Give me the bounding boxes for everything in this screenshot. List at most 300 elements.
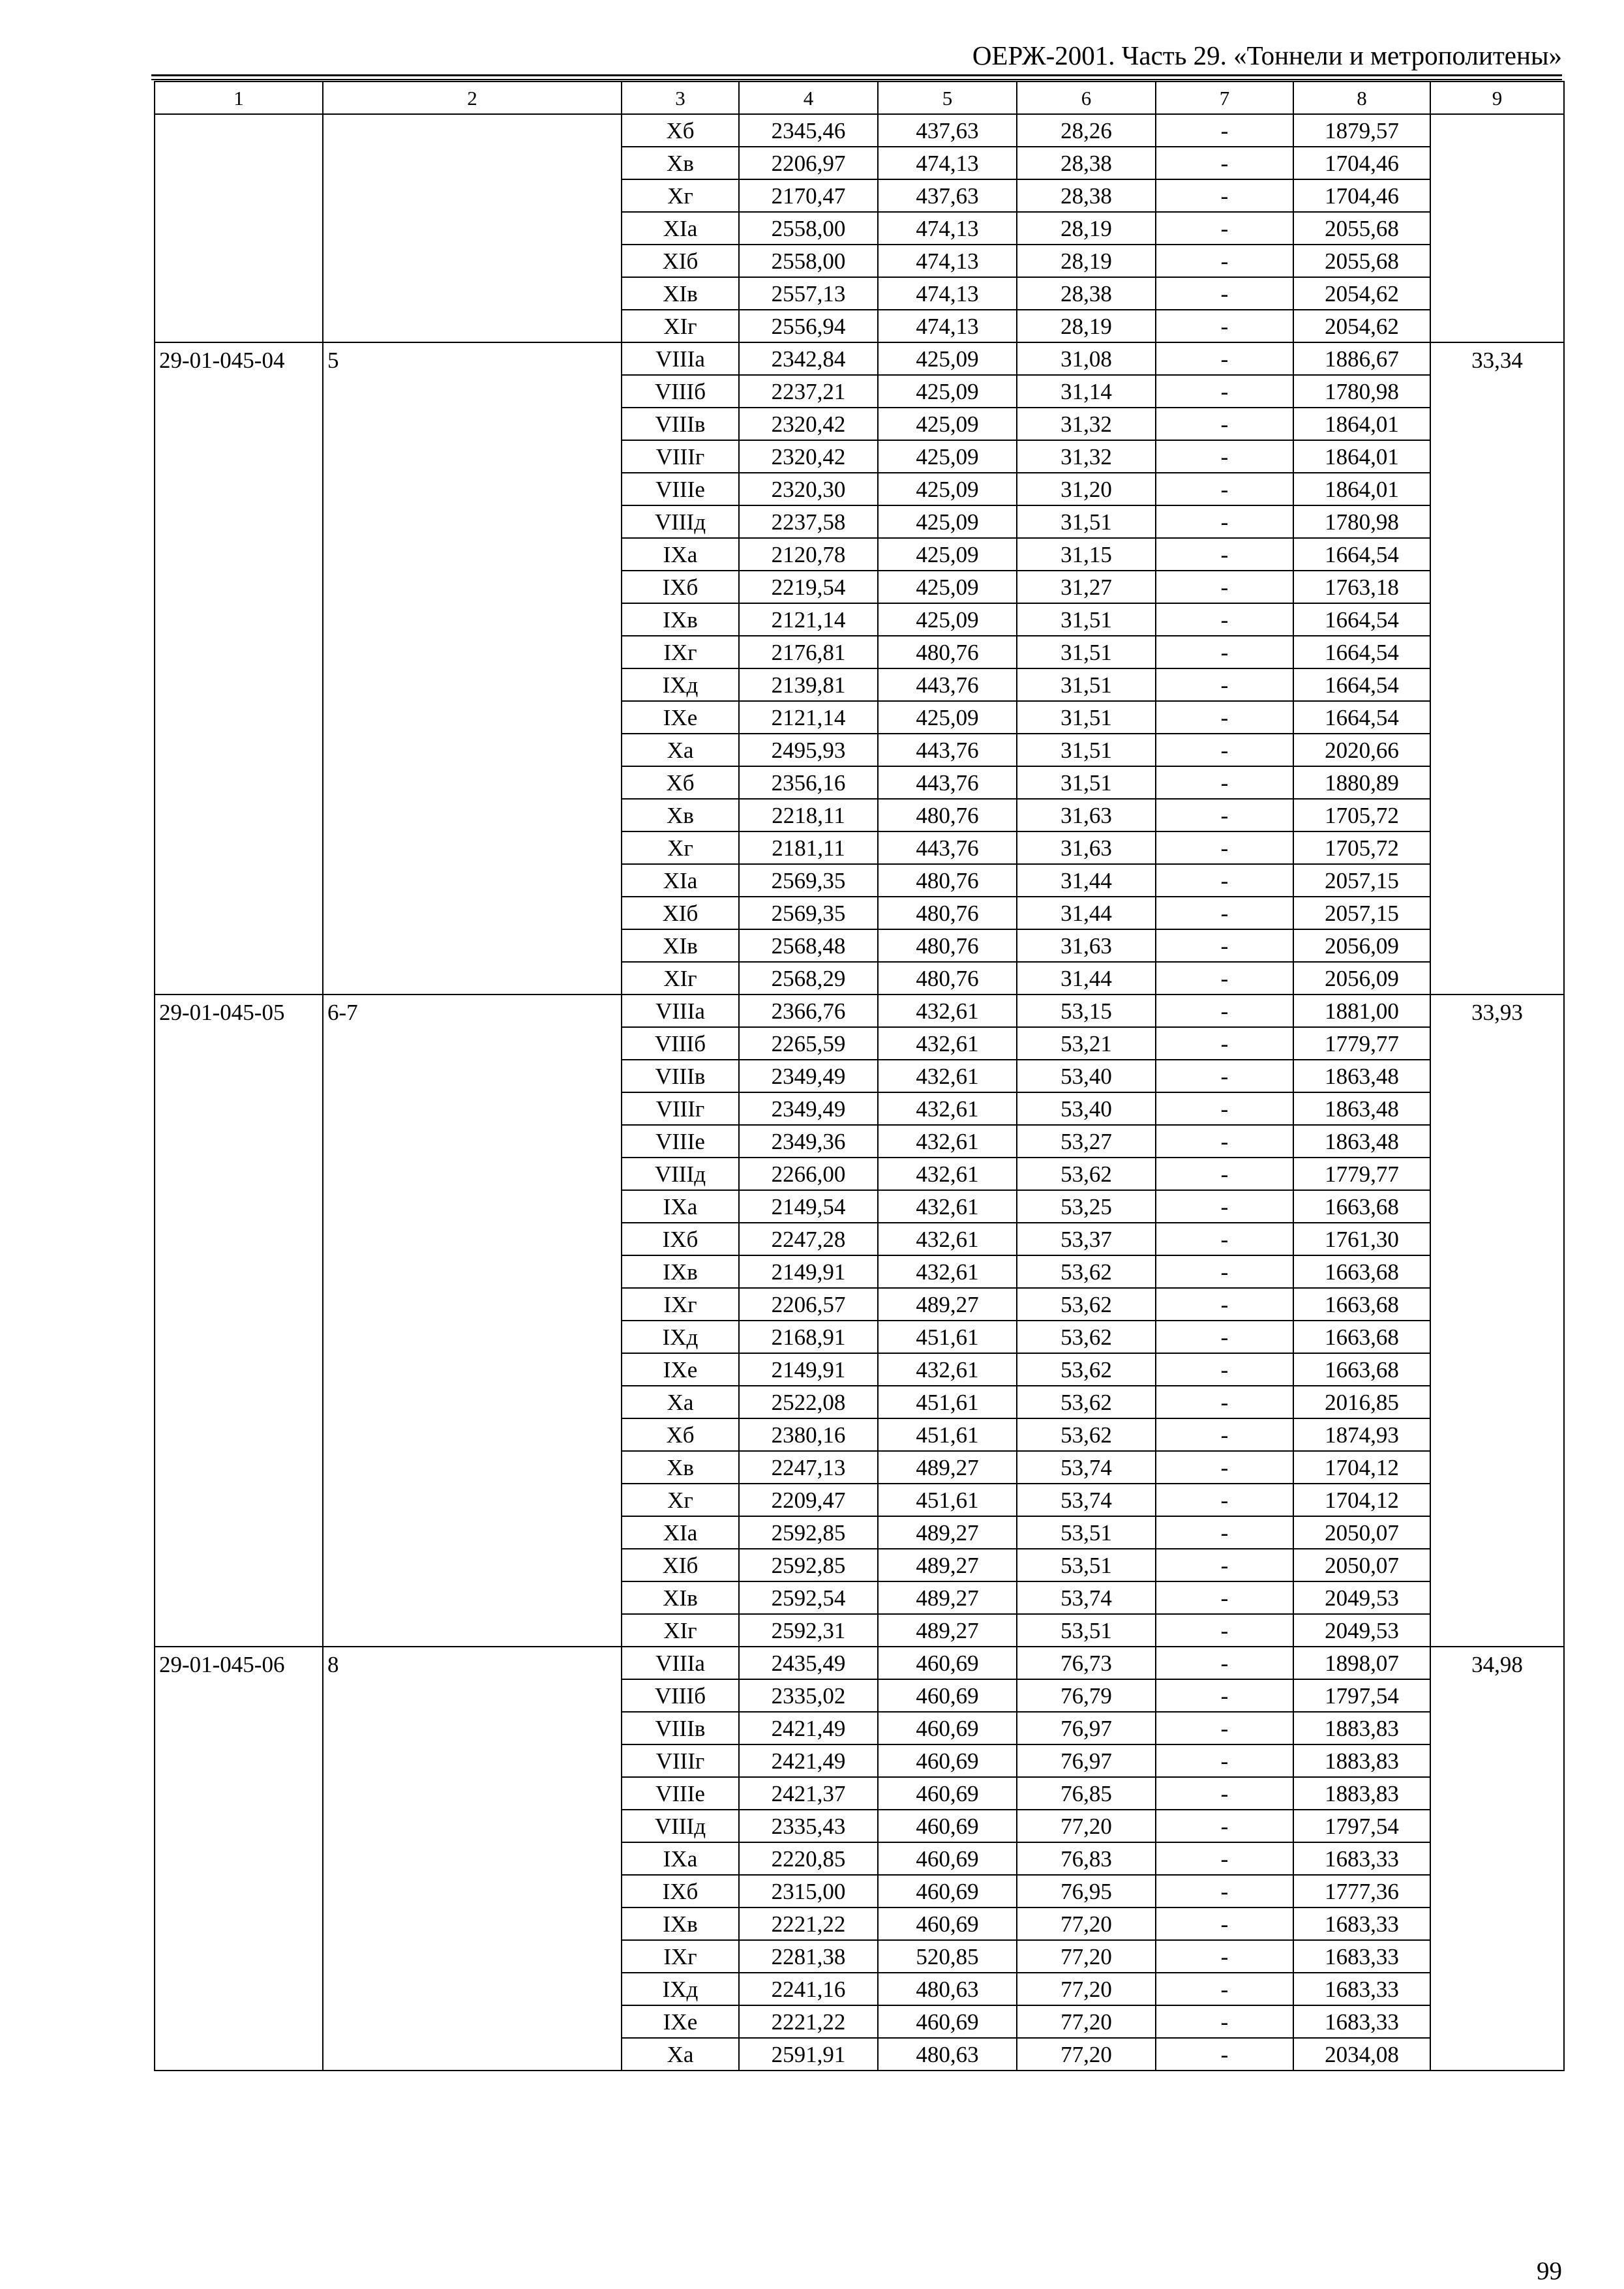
table-cell: 53,62 [1017,1386,1156,1418]
group-param-cell: 5 [323,342,622,995]
table-cell: 425,09 [878,538,1017,571]
table-cell: - [1156,1386,1293,1418]
table-cell: IXб [622,571,739,603]
table-cell: 474,13 [878,147,1017,179]
table-cell: 460,69 [878,1744,1017,1777]
table-cell: 432,61 [878,1223,1017,1255]
table-cell: VIIIв [622,408,739,440]
table-cell: 53,62 [1017,1418,1156,1451]
table-cell: 480,76 [878,897,1017,929]
table-cell: 53,37 [1017,1223,1156,1255]
table-cell: 2050,07 [1293,1549,1430,1581]
table-cell: 2049,53 [1293,1581,1430,1614]
table-cell: 2241,16 [739,1973,878,2005]
table-cell: 2421,49 [739,1712,878,1744]
table-cell: - [1156,897,1293,929]
table-cell: 2237,58 [739,505,878,538]
table-cell: - [1156,1027,1293,1060]
table-cell: 520,85 [878,1940,1017,1973]
table-cell: XIг [622,310,739,342]
table-cell: 1663,68 [1293,1321,1430,1353]
rates-table-body [155,82,1564,2071]
table-cell: 1683,33 [1293,1908,1430,1940]
table-cell: Хб [622,1418,739,1451]
table-cell: 2057,15 [1293,864,1430,897]
table-cell: 2055,68 [1293,212,1430,245]
table-cell: 1664,54 [1293,603,1430,636]
rate-code-cell [155,114,323,342]
table-cell: IXв [622,1908,739,1940]
table-cell: 53,62 [1017,1353,1156,1386]
table-cell: 451,61 [878,1386,1017,1418]
table-cell: 31,44 [1017,897,1156,929]
table-cell: 1683,33 [1293,2005,1430,2038]
table-cell: 2057,15 [1293,897,1430,929]
table-cell: IXд [622,668,739,701]
table-row [155,342,1564,375]
table-cell: 76,85 [1017,1777,1156,1810]
table-cell: XIб [622,1549,739,1581]
table-cell: VIIIв [622,1712,739,1744]
table-cell: IXв [622,1255,739,1288]
table-cell: 1879,57 [1293,114,1430,147]
table-cell: - [1156,799,1293,831]
table-cell: 2349,49 [739,1092,878,1125]
table-cell: - [1156,603,1293,636]
table-cell: 2556,94 [739,310,878,342]
table-cell: 443,76 [878,734,1017,766]
table-cell: 2591,91 [739,2038,878,2071]
table-cell: - [1156,179,1293,212]
table-cell: - [1156,1712,1293,1744]
table-cell: XIа [622,212,739,245]
table-cell: 2495,93 [739,734,878,766]
table-cell: 28,19 [1017,310,1156,342]
table-cell: VIIIе [622,473,739,505]
table-cell: XIв [622,1581,739,1614]
table-cell: 2349,49 [739,1060,878,1092]
table-cell: 2335,43 [739,1810,878,1842]
table-cell: - [1156,1125,1293,1158]
table-cell: - [1156,701,1293,734]
column-header: 2 [323,82,622,114]
table-cell: 53,40 [1017,1092,1156,1125]
table-cell: 53,62 [1017,1321,1156,1353]
table-cell: 474,13 [878,245,1017,277]
table-cell: XIб [622,897,739,929]
table-cell: 1683,33 [1293,1842,1430,1875]
table-cell: 425,09 [878,408,1017,440]
table-cell: 76,95 [1017,1875,1156,1908]
table-cell: 1663,68 [1293,1190,1430,1223]
table-cell: 2247,28 [739,1223,878,1255]
table-cell: - [1156,375,1293,408]
table-cell: 1797,54 [1293,1679,1430,1712]
table-cell: 460,69 [878,1875,1017,1908]
table-cell: - [1156,1614,1293,1647]
table-cell: - [1156,1842,1293,1875]
table-cell: 2054,62 [1293,310,1430,342]
table-cell: 2206,57 [739,1288,878,1321]
table-cell: - [1156,1223,1293,1255]
table-cell: 2219,54 [739,571,878,603]
table-cell: - [1156,734,1293,766]
table-cell: 77,20 [1017,1973,1156,2005]
table-cell: - [1156,440,1293,473]
table-cell: 425,09 [878,440,1017,473]
table-cell: 480,76 [878,929,1017,962]
table-cell: 460,69 [878,1647,1017,1679]
table-cell: 2149,54 [739,1190,878,1223]
table-cell: 2170,47 [739,179,878,212]
table-cell: 31,51 [1017,701,1156,734]
table-cell: 1780,98 [1293,505,1430,538]
rate-code-cell: 29-01-045-05 [155,995,323,1647]
table-cell: Ха [622,734,739,766]
table-cell: 31,51 [1017,734,1156,766]
header-rule [151,74,1562,76]
table-cell: 2349,36 [739,1125,878,1158]
table-cell: 432,61 [878,1092,1017,1125]
total-cell [1430,114,1564,342]
total-cell: 33,34 [1430,342,1564,995]
table-cell: VIIIд [622,1810,739,1842]
table-cell: IXг [622,1940,739,1973]
table-cell: 2421,37 [739,1777,878,1810]
table-cell: VIIIв [622,1060,739,1092]
table-cell: 1663,68 [1293,1255,1430,1288]
table-cell: 2522,08 [739,1386,878,1418]
table-cell: XIа [622,864,739,897]
table-cell: 31,15 [1017,538,1156,571]
column-header: 8 [1293,82,1430,114]
table-cell: - [1156,1744,1293,1777]
table-cell: 28,38 [1017,179,1156,212]
table-cell: 460,69 [878,1842,1017,1875]
table-cell: 425,09 [878,505,1017,538]
table-cell: IXа [622,1842,739,1875]
table-cell: IXд [622,1973,739,2005]
table-row [155,1647,1564,1679]
group-param-cell: 8 [323,1647,622,2071]
column-header: 5 [878,82,1017,114]
table-cell: 28,38 [1017,147,1156,179]
table-cell: IXг [622,636,739,668]
table-cell: Хг [622,831,739,864]
table-cell: - [1156,1288,1293,1321]
column-header: 4 [739,82,878,114]
table-cell: 53,74 [1017,1451,1156,1484]
table-cell: - [1156,1973,1293,2005]
table-cell: 1864,01 [1293,440,1430,473]
group-param-cell: 6-7 [323,995,622,1647]
table-cell: 480,76 [878,636,1017,668]
table-cell: 2320,30 [739,473,878,505]
table-cell: 2557,13 [739,277,878,310]
table-cell: 53,62 [1017,1255,1156,1288]
table-cell: Хг [622,179,739,212]
table-cell: 2121,14 [739,603,878,636]
table-cell: 53,40 [1017,1060,1156,1092]
table-cell: IXд [622,1321,739,1353]
table-cell: 2315,00 [739,1875,878,1908]
table-cell: 2342,84 [739,342,878,375]
table-cell: VIIIб [622,1679,739,1712]
table-cell: - [1156,766,1293,799]
table-cell: Хв [622,1451,739,1484]
table-cell: IXб [622,1223,739,1255]
table-cell: 2281,38 [739,1940,878,1973]
table-cell: 77,20 [1017,1810,1156,1842]
table-cell: 443,76 [878,831,1017,864]
table-cell: 31,63 [1017,831,1156,864]
table-cell: 1664,54 [1293,668,1430,701]
table-cell: 76,97 [1017,1712,1156,1744]
table-cell: 2237,21 [739,375,878,408]
table-cell: - [1156,114,1293,147]
table-cell: - [1156,636,1293,668]
table-cell: XIг [622,1614,739,1647]
table-cell: 2121,14 [739,701,878,734]
table-cell: 77,20 [1017,2005,1156,2038]
table-cell: 1683,33 [1293,1940,1430,1973]
table-cell: 1664,54 [1293,701,1430,734]
table-cell: 2335,02 [739,1679,878,1712]
table-cell: - [1156,408,1293,440]
table-cell: 31,27 [1017,571,1156,603]
table-cell: 2221,22 [739,1908,878,1940]
table-cell: 451,61 [878,1484,1017,1516]
table-cell: IXа [622,538,739,571]
table-cell: - [1156,864,1293,897]
table-cell: 1864,01 [1293,408,1430,440]
table-cell: - [1156,2038,1293,2071]
table-cell: - [1156,1549,1293,1581]
table-cell: 2055,68 [1293,245,1430,277]
table-cell: 1881,00 [1293,995,1430,1027]
table-cell: 28,38 [1017,277,1156,310]
table-cell: 489,27 [878,1516,1017,1549]
table-cell: 2054,62 [1293,277,1430,310]
table-cell: 28,26 [1017,114,1156,147]
table-cell: - [1156,1679,1293,1712]
table-cell: 2206,97 [739,147,878,179]
table-cell: 2569,35 [739,864,878,897]
table-cell: 432,61 [878,1255,1017,1288]
table-cell: 443,76 [878,668,1017,701]
table-cell: 2120,78 [739,538,878,571]
table-cell: 2149,91 [739,1255,878,1288]
table-cell: 1761,30 [1293,1223,1430,1255]
table-cell: 425,09 [878,571,1017,603]
table-cell: 432,61 [878,1060,1017,1092]
table-cell: 53,51 [1017,1516,1156,1549]
table-cell: 1863,48 [1293,1092,1430,1125]
table-cell: 2247,13 [739,1451,878,1484]
table-cell: 53,51 [1017,1614,1156,1647]
table-cell: IXа [622,1190,739,1223]
table-cell: 2569,35 [739,897,878,929]
table-cell: - [1156,571,1293,603]
table-cell: 28,19 [1017,245,1156,277]
table-cell: 31,20 [1017,473,1156,505]
table-cell: 76,97 [1017,1744,1156,1777]
table-cell: 489,27 [878,1581,1017,1614]
table-cell: - [1156,1940,1293,1973]
table-cell: - [1156,2005,1293,2038]
table-cell: 28,19 [1017,212,1156,245]
table-cell: 53,62 [1017,1158,1156,1190]
table-cell: - [1156,1516,1293,1549]
table-cell: VIIIб [622,1027,739,1060]
table-cell: 480,63 [878,1973,1017,2005]
table-cell: 480,76 [878,799,1017,831]
table-cell: 425,09 [878,603,1017,636]
table-cell: XIв [622,277,739,310]
table-cell: - [1156,1190,1293,1223]
table-cell: 443,76 [878,766,1017,799]
table-cell: XIг [622,962,739,995]
table-cell: - [1156,342,1293,375]
table-cell: 2592,85 [739,1516,878,1549]
table-cell: 31,51 [1017,636,1156,668]
table-cell: 76,79 [1017,1679,1156,1712]
rates-table-wrap [154,81,1563,2071]
table-cell: - [1156,1581,1293,1614]
table-cell: 2421,49 [739,1744,878,1777]
table-cell: 53,62 [1017,1288,1156,1321]
table-cell: 2592,31 [739,1614,878,1647]
table-cell: 31,51 [1017,766,1156,799]
table-cell: VIIIб [622,375,739,408]
table-cell: 31,44 [1017,962,1156,995]
table-cell: 31,63 [1017,929,1156,962]
table-cell: Хв [622,147,739,179]
table-cell: 1779,77 [1293,1027,1430,1060]
table-cell: VIIIе [622,1125,739,1158]
table-cell: 425,09 [878,701,1017,734]
table-cell: VIIIг [622,440,739,473]
table-cell: 31,32 [1017,440,1156,473]
table-cell: - [1156,1092,1293,1125]
table-cell: 2050,07 [1293,1516,1430,1549]
page-header: ОЕРЖ-2001. Часть 29. «Тоннели и метрополитены» [972,40,1562,70]
table-cell: VIIIе [622,1777,739,1810]
table-cell: IXе [622,701,739,734]
table-cell: 2020,66 [1293,734,1430,766]
table-cell: - [1156,538,1293,571]
table-cell: 2218,11 [739,799,878,831]
table-row [155,995,1564,1027]
table-cell: - [1156,995,1293,1027]
table-cell: 2320,42 [739,440,878,473]
table-cell: 31,44 [1017,864,1156,897]
table-cell: - [1156,929,1293,962]
table-cell: 432,61 [878,1353,1017,1386]
table-cell: 2356,16 [739,766,878,799]
table-cell: 2320,42 [739,408,878,440]
table-cell: 460,69 [878,1908,1017,1940]
table-cell: 2034,08 [1293,2038,1430,2071]
table-cell: 2221,22 [739,2005,878,2038]
table-cell: 1797,54 [1293,1810,1430,1842]
table-cell: 31,51 [1017,668,1156,701]
table-cell: 437,63 [878,179,1017,212]
table-cell: 31,32 [1017,408,1156,440]
table-cell: 1780,98 [1293,375,1430,408]
table-cell: - [1156,1158,1293,1190]
group-param-cell [323,114,622,342]
table-cell: - [1156,310,1293,342]
table-cell: 2176,81 [739,636,878,668]
table-cell: 2568,48 [739,929,878,962]
table-cell: 53,27 [1017,1125,1156,1158]
table-cell: 1704,12 [1293,1484,1430,1516]
rate-code-cell: 29-01-045-06 [155,1647,323,2071]
table-cell: - [1156,147,1293,179]
page-number: 99 [1537,2257,1562,2285]
column-header: 6 [1017,82,1156,114]
table-cell: - [1156,1647,1293,1679]
table-cell: 2558,00 [739,212,878,245]
table-cell: 53,51 [1017,1549,1156,1581]
table-cell: 2149,91 [739,1353,878,1386]
table-cell: 425,09 [878,342,1017,375]
table-cell: 76,83 [1017,1842,1156,1875]
table-cell: 1864,01 [1293,473,1430,505]
table-cell: 474,13 [878,212,1017,245]
table-cell: XIа [622,1516,739,1549]
table-cell: - [1156,831,1293,864]
table-cell: 76,73 [1017,1647,1156,1679]
table-cell: VIIIд [622,505,739,538]
table-cell: Ха [622,1386,739,1418]
table-cell: - [1156,245,1293,277]
table-cell: 2266,00 [739,1158,878,1190]
table-cell: 2435,49 [739,1647,878,1679]
table-cell: - [1156,1484,1293,1516]
table-cell: 1863,48 [1293,1060,1430,1092]
table-cell: 1898,07 [1293,1647,1430,1679]
table-cell: 2168,91 [739,1321,878,1353]
header-rule-thin [151,79,1562,80]
table-cell: - [1156,473,1293,505]
table-cell: - [1156,277,1293,310]
table-cell: 1663,68 [1293,1288,1430,1321]
table-cell: VIIIг [622,1092,739,1125]
table-cell: 53,74 [1017,1484,1156,1516]
table-cell: 2345,46 [739,114,878,147]
table-cell: 1863,48 [1293,1125,1430,1158]
total-cell: 33,93 [1430,995,1564,1647]
table-cell: 489,27 [878,1549,1017,1581]
table-cell: 489,27 [878,1451,1017,1484]
table-row [155,114,1564,147]
table-cell: VIIIд [622,1158,739,1190]
table-cell: 1886,67 [1293,342,1430,375]
table-cell: XIб [622,245,739,277]
table-cell: 1664,54 [1293,636,1430,668]
column-header: 1 [155,82,323,114]
table-cell: 460,69 [878,1712,1017,1744]
table-cell: 460,69 [878,1679,1017,1712]
table-cell: Хв [622,799,739,831]
table-cell: 1704,46 [1293,147,1430,179]
rates-table [154,81,1565,2071]
table-cell: 1883,83 [1293,1744,1430,1777]
table-cell: - [1156,1810,1293,1842]
table-cell: VIIIа [622,1647,739,1679]
